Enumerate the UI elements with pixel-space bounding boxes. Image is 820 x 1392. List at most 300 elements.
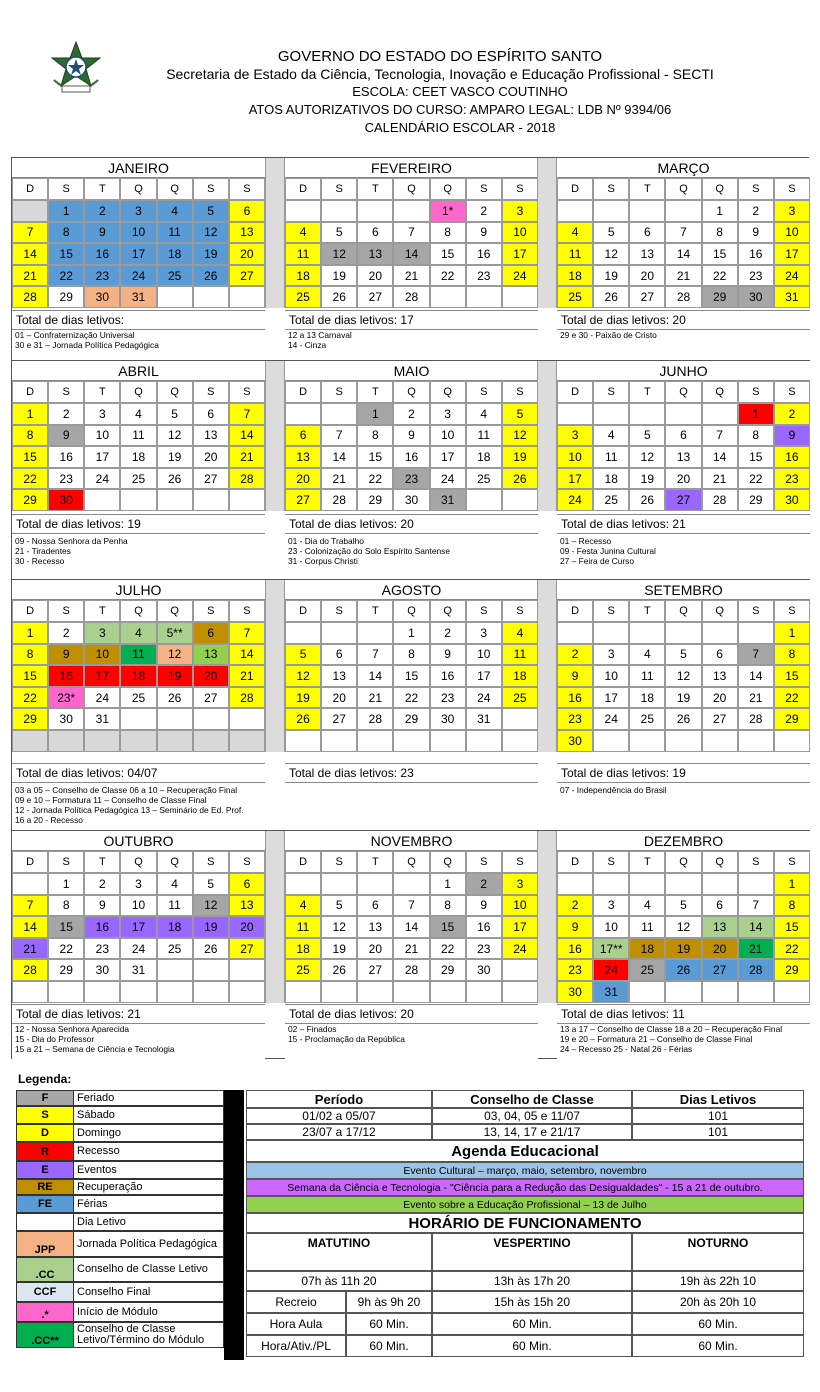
note-line: 15 a 21 – Semana de Ciência e Tecnologia (15, 1044, 175, 1054)
month-março (557, 158, 810, 360)
day-cell: 30 (738, 286, 774, 308)
day-cell: 21 (393, 938, 429, 960)
day-cell: 18 (120, 446, 156, 468)
day-cell (738, 622, 774, 644)
total-dias-letivos: Total de dias letivos: 21 (557, 514, 810, 534)
period-cell: 101 (632, 1124, 804, 1140)
day-cell (193, 708, 229, 730)
day-cell: 4 (593, 425, 629, 447)
day-cell: 14 (229, 644, 265, 666)
weekday-header: S (48, 381, 84, 403)
day-cell: 13 (285, 446, 321, 468)
day-cell: 18 (502, 665, 538, 687)
day-cell: 22 (12, 468, 48, 490)
column-separator (537, 361, 557, 511)
weekday-header: S (229, 178, 265, 200)
day-cell: 12 (193, 222, 229, 244)
weekday-header: T (84, 600, 120, 622)
day-cell (665, 981, 701, 1003)
day-cell: 12 (665, 665, 701, 687)
day-cell: 18 (157, 916, 193, 938)
day-cell: 13 (193, 425, 229, 447)
note-line: 09 - Festa Junina Cultural (560, 546, 656, 556)
day-cell (502, 489, 538, 511)
day-cell: 31 (120, 959, 156, 981)
day-cell: 16 (557, 938, 593, 960)
legend-label: Conselho de Classe Letivo/Término do Módulo (74, 1322, 224, 1348)
day-cell (357, 200, 393, 222)
day-cell (193, 981, 229, 1003)
day-cell: 7 (229, 403, 265, 425)
day-cell: 16 (774, 446, 810, 468)
day-cell: 21 (321, 468, 357, 490)
total-dias-letivos: Total de dias letivos: 19 (557, 763, 810, 783)
weekday-header: Q (157, 178, 193, 200)
day-cell: 1 (774, 622, 810, 644)
day-cell: 26 (502, 468, 538, 490)
day-cell: 1 (430, 873, 466, 895)
day-cell: 13 (229, 895, 265, 917)
day-cell: 9 (738, 222, 774, 244)
day-cell (774, 730, 810, 752)
day-cell: 20 (193, 665, 229, 687)
day-cell (229, 981, 265, 1003)
day-cell: 2 (557, 895, 593, 917)
day-cell: 7 (12, 895, 48, 917)
day-cell: 27 (285, 489, 321, 511)
legend-code: RE (16, 1179, 74, 1195)
day-cell: 8 (357, 425, 393, 447)
header-government: GOVERNO DO ESTADO DO ESPÍRITO SANTO (277, 48, 603, 65)
day-cell: 29 (48, 286, 84, 308)
day-cell: 28 (12, 286, 48, 308)
note-line: 12 - Jornada Política Pedagógica 13 – Seminário de Ed. Prof. (15, 805, 244, 815)
month-notes (560, 330, 657, 340)
day-cell (466, 286, 502, 308)
day-cell: 25 (157, 265, 193, 287)
day-cell (466, 730, 502, 752)
header-secretaria: Secretaria de Estado da Ciência, Tecnologia, Inovação e Educação Profissional - SECTI (166, 66, 714, 82)
day-cell: 4 (157, 200, 193, 222)
legend-area (14, 1072, 808, 1360)
day-cell: 2 (48, 622, 84, 644)
day-cell: 15 (357, 446, 393, 468)
day-cell (557, 200, 593, 222)
day-cell: 25 (157, 938, 193, 960)
note-line: 31 - Corpus Christi (288, 556, 358, 566)
day-cell: 2 (774, 403, 810, 425)
horario-value: 60 Min. (346, 1335, 432, 1357)
day-cell: 7 (738, 644, 774, 666)
note-line: 12 a 13 Carnaval (288, 330, 352, 340)
day-cell: 4 (557, 222, 593, 244)
day-cell: 28 (12, 959, 48, 981)
day-cell (466, 981, 502, 1003)
day-cell: 1 (48, 873, 84, 895)
weekday-header: D (557, 178, 593, 200)
day-cell: 10 (593, 665, 629, 687)
weekday-header: Q (702, 178, 738, 200)
day-cell: 17 (593, 687, 629, 709)
note-line: 29 e 30 - Paixão de Cristo (560, 330, 657, 340)
day-cell: 8 (430, 222, 466, 244)
day-cell (430, 286, 466, 308)
day-cell: 2 (738, 200, 774, 222)
weekday-header: T (357, 600, 393, 622)
day-cell (84, 730, 120, 752)
day-cell: 23 (774, 468, 810, 490)
legend-label: Jornada Política Pedagógica (74, 1231, 224, 1257)
day-cell: 23 (84, 265, 120, 287)
horario-value: 20h às 20h 10 (632, 1291, 804, 1313)
day-cell (593, 622, 629, 644)
weekday-header: D (12, 381, 48, 403)
day-cell: 30 (48, 708, 84, 730)
day-cell: 21 (393, 265, 429, 287)
day-cell (502, 959, 538, 981)
day-cell (702, 873, 738, 895)
day-cell (229, 286, 265, 308)
day-cell: 7 (665, 222, 701, 244)
day-cell: 7 (738, 895, 774, 917)
day-cell: 14 (12, 916, 48, 938)
day-cell: 24 (120, 265, 156, 287)
day-cell: 29 (774, 708, 810, 730)
day-cell (157, 489, 193, 511)
day-cell: 7 (393, 895, 429, 917)
day-cell: 31 (466, 708, 502, 730)
weekday-header: D (285, 851, 321, 873)
day-cell: 16 (738, 243, 774, 265)
weekday-header: T (629, 178, 665, 200)
day-cell: 21 (738, 687, 774, 709)
day-cell: 2 (466, 873, 502, 895)
legend-code: R (16, 1142, 74, 1161)
weekday-header: S (321, 600, 357, 622)
day-cell: 6 (321, 644, 357, 666)
legend-label: Conselho Final (74, 1282, 224, 1302)
day-cell: 3 (120, 873, 156, 895)
month-title: JANEIRO (12, 158, 265, 178)
legend-code: JPP (16, 1231, 74, 1257)
day-cell: 27 (229, 265, 265, 287)
day-cell (321, 981, 357, 1003)
day-cell: 20 (285, 468, 321, 490)
day-cell: 27 (702, 959, 738, 981)
day-cell: 8 (774, 644, 810, 666)
day-cell: 14 (393, 916, 429, 938)
day-cell: 10 (502, 895, 538, 917)
column-separator (265, 361, 285, 511)
day-cell: 23 (738, 265, 774, 287)
day-cell: 22 (48, 265, 84, 287)
day-cell (557, 403, 593, 425)
day-cell: 23 (430, 687, 466, 709)
day-cell: 29 (48, 959, 84, 981)
day-cell: 21 (357, 687, 393, 709)
note-line: 02 – Finados (288, 1024, 337, 1034)
day-cell: 27 (193, 687, 229, 709)
day-cell (357, 981, 393, 1003)
day-cell: 8 (12, 644, 48, 666)
day-cell: 26 (593, 286, 629, 308)
day-cell: 13 (702, 916, 738, 938)
day-cell: 23 (393, 468, 429, 490)
day-cell: 11 (557, 243, 593, 265)
day-cell: 5 (629, 425, 665, 447)
day-cell (285, 981, 321, 1003)
weekday-header: Q (430, 178, 466, 200)
day-cell: 23* (48, 687, 84, 709)
day-cell (738, 730, 774, 752)
horario-header: VESPERTINO (432, 1233, 632, 1271)
day-cell: 6 (702, 644, 738, 666)
day-cell: 10 (502, 222, 538, 244)
day-cell: 14 (229, 425, 265, 447)
weekday-header: Q (393, 178, 429, 200)
day-cell: 9 (84, 895, 120, 917)
weekday-header: S (593, 178, 629, 200)
day-cell: 8 (48, 895, 84, 917)
weekday-header: S (466, 851, 502, 873)
total-dias-letivos: Total de dias letivos: 20 (557, 310, 810, 330)
day-cell: 24 (120, 938, 156, 960)
day-cell: 26 (629, 489, 665, 511)
day-cell: 31 (774, 286, 810, 308)
month-notes (15, 330, 159, 350)
day-cell (502, 981, 538, 1003)
day-cell: 17 (502, 916, 538, 938)
weekday-header: Q (430, 851, 466, 873)
day-cell: 18 (157, 243, 193, 265)
day-cell: 21 (229, 446, 265, 468)
legend-label: Conselho de Classe Letivo (74, 1257, 224, 1282)
day-cell: 2 (466, 200, 502, 222)
period-cell: 01/02 a 05/07 (246, 1108, 432, 1124)
day-cell (357, 730, 393, 752)
day-cell: 13 (229, 222, 265, 244)
day-cell: 22 (357, 468, 393, 490)
day-cell: 20 (357, 265, 393, 287)
weekday-header: S (229, 600, 265, 622)
day-cell: 6 (629, 222, 665, 244)
weekday-header: Q (120, 381, 156, 403)
day-cell: 25 (285, 286, 321, 308)
day-cell: 8 (774, 895, 810, 917)
day-cell: 13 (357, 243, 393, 265)
day-cell: 26 (157, 687, 193, 709)
day-cell: 8 (48, 222, 84, 244)
day-cell: 27 (321, 708, 357, 730)
day-cell: 16 (48, 665, 84, 687)
weekday-header: Q (157, 851, 193, 873)
day-cell: 28 (229, 468, 265, 490)
day-cell (229, 959, 265, 981)
horario-title: HORÁRIO DE FUNCIONAMENTO (246, 1213, 804, 1233)
month-outubro (12, 831, 265, 1060)
day-cell: 12 (502, 425, 538, 447)
day-cell: 7 (393, 222, 429, 244)
weekday-header: Q (120, 600, 156, 622)
day-cell: 5 (321, 222, 357, 244)
column-separator (537, 831, 557, 1003)
day-cell: 10 (430, 425, 466, 447)
day-cell: 2 (430, 622, 466, 644)
weekday-header: S (593, 600, 629, 622)
column-separator (265, 158, 285, 308)
day-cell: 1* (430, 200, 466, 222)
day-cell: 9 (430, 644, 466, 666)
day-cell: 21 (665, 265, 701, 287)
day-cell (120, 708, 156, 730)
day-cell: 15 (430, 916, 466, 938)
day-cell: 21 (702, 468, 738, 490)
day-cell: 30 (84, 959, 120, 981)
day-cell: 25 (502, 687, 538, 709)
day-cell: 28 (738, 959, 774, 981)
day-cell: 24 (774, 265, 810, 287)
day-cell: 9 (466, 222, 502, 244)
day-cell: 28 (229, 687, 265, 709)
day-cell: 15 (48, 916, 84, 938)
note-line: 15 - Proclamação da República (288, 1034, 405, 1044)
weekday-header: D (12, 600, 48, 622)
horario-value: 60 Min. (632, 1335, 804, 1357)
month-title: ABRIL (12, 361, 265, 381)
horario-value: 60 Min. (432, 1313, 632, 1335)
day-cell: 26 (321, 286, 357, 308)
day-cell: 4 (120, 403, 156, 425)
day-cell: 3 (502, 873, 538, 895)
day-cell: 24 (84, 687, 120, 709)
weekday-header: S (738, 600, 774, 622)
day-cell: 26 (665, 959, 701, 981)
day-cell: 16 (430, 665, 466, 687)
day-cell: 23 (84, 938, 120, 960)
month-janeiro (12, 158, 265, 360)
day-cell: 9 (557, 916, 593, 938)
day-cell: 26 (321, 959, 357, 981)
day-cell: 20 (357, 938, 393, 960)
day-cell (393, 730, 429, 752)
day-cell: 19 (502, 446, 538, 468)
note-line: 09 - Nossa Senhora da Penha (15, 536, 128, 546)
day-cell (12, 873, 48, 895)
weekday-header: T (84, 381, 120, 403)
day-cell: 21 (12, 265, 48, 287)
note-line: 15 - Dia do Professor (15, 1034, 95, 1044)
day-cell: 4 (629, 644, 665, 666)
day-cell: 14 (321, 446, 357, 468)
day-cell: 17 (120, 916, 156, 938)
day-cell: 18 (593, 468, 629, 490)
legend-code: CCF (16, 1282, 74, 1302)
month-novembro (285, 831, 538, 1060)
day-cell: 11 (593, 446, 629, 468)
day-cell (357, 873, 393, 895)
day-cell (84, 489, 120, 511)
horario-value: 60 Min. (432, 1335, 632, 1357)
day-cell: 10 (84, 644, 120, 666)
day-cell: 10 (84, 425, 120, 447)
day-cell: 29 (12, 489, 48, 511)
day-cell: 22 (12, 687, 48, 709)
day-cell: 17 (84, 446, 120, 468)
note-line: 01 – Recesso (560, 536, 612, 546)
horario-value: 60 Min. (632, 1313, 804, 1335)
day-cell: 15 (48, 243, 84, 265)
agenda-row: Semana da Ciência e Tecnologia - "Ciência para a Redução das Desigualdades" - 15 a 21 de outubro. (246, 1179, 804, 1196)
legend-label: Sábado (74, 1106, 224, 1124)
day-cell: 28 (738, 708, 774, 730)
day-cell: 31 (120, 286, 156, 308)
day-cell (12, 981, 48, 1003)
legend-label: Recesso (74, 1142, 224, 1161)
day-cell: 22 (774, 938, 810, 960)
weekday-header: S (48, 600, 84, 622)
weekday-header: S (774, 178, 810, 200)
day-cell (502, 286, 538, 308)
day-cell: 27 (193, 468, 229, 490)
day-cell (48, 981, 84, 1003)
day-cell: 12 (285, 665, 321, 687)
month-title: JULHO (12, 580, 265, 600)
day-cell: 25 (120, 468, 156, 490)
weekday-header: D (557, 600, 593, 622)
day-cell: 26 (285, 708, 321, 730)
day-cell (466, 489, 502, 511)
day-cell: 6 (229, 200, 265, 222)
day-cell (157, 981, 193, 1003)
day-cell: 16 (48, 446, 84, 468)
day-cell: 30 (557, 730, 593, 752)
day-cell (702, 981, 738, 1003)
day-cell: 25 (629, 708, 665, 730)
day-cell: 9 (557, 665, 593, 687)
month-abril (12, 361, 265, 579)
day-cell: 1 (393, 622, 429, 644)
day-cell: 30 (557, 981, 593, 1003)
divider-bar (224, 1090, 244, 1360)
day-cell: 20 (229, 243, 265, 265)
period-header: Dias Letivos (632, 1090, 804, 1108)
day-cell: 11 (157, 222, 193, 244)
day-cell: 11 (502, 644, 538, 666)
legend-code: S (16, 1106, 74, 1124)
day-cell: 14 (393, 243, 429, 265)
day-cell: 28 (665, 286, 701, 308)
day-cell: 4 (120, 622, 156, 644)
band-separator (12, 360, 810, 361)
month-notes (288, 536, 450, 566)
band-separator (12, 579, 810, 580)
day-cell: 24 (593, 959, 629, 981)
period-header: Conselho de Classe (432, 1090, 632, 1108)
day-cell: 6 (702, 895, 738, 917)
note-line: 12 - Nossa Senhora Aparecida (15, 1024, 130, 1034)
agenda-title: Agenda Educacional (246, 1140, 804, 1162)
day-cell: 15 (393, 665, 429, 687)
day-cell: 2 (557, 644, 593, 666)
day-cell: 27 (357, 286, 393, 308)
day-cell: 7 (321, 425, 357, 447)
column-separator (265, 831, 285, 1003)
weekday-header: D (12, 851, 48, 873)
weekday-header: Q (430, 600, 466, 622)
month-notes (560, 1024, 782, 1054)
weekday-header: D (285, 381, 321, 403)
day-cell: 7 (229, 622, 265, 644)
